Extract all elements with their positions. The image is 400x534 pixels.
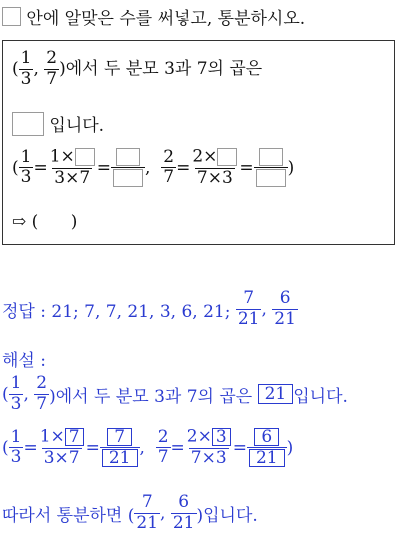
- eq2-denominator-blank[interactable]: [256, 169, 286, 187]
- solution-line-1: ( $\frac{1}{3}$ , $\frac{2}{7}$ )에서 두 분모 3과 7의 곱은 21 입니다.: [2, 373, 348, 414]
- eq2-lhs-fraction: $\frac{2}{7}$: [163, 146, 175, 188]
- fraction-1-3: $\frac{1}{3}$: [20, 48, 32, 89]
- eq2-numerator-blank[interactable]: [259, 148, 283, 166]
- final-fraction-2: $\frac{6}{21}$: [172, 492, 195, 533]
- problem-equation-line: ( $\frac{1}{3}$ = $\frac{1\times}{3\times 7}$ = , $\frac{2}{7}$ = $\frac{2\times}{7\times 3}$ = ): [12, 146, 295, 188]
- answer-line: 정답 : 21; 7, 7, 21, 3, 6, 21; $\frac{7}{21}$ , $\frac{6}{21}$: [2, 288, 296, 329]
- solution-label: 해설 :: [2, 351, 46, 371]
- solution-equation-line: ( $\frac{1}{3}$ = $\frac{1\times 7}{3\times 7}$ = $\frac{7}{21}$ , $\frac{2}{7}$ = $\frac{2\times 3}{7\times 3}$ = $\frac{6}{21}$ ): [2, 426, 294, 469]
- answer-fraction-2: $\frac{6}{21}$: [274, 288, 296, 329]
- solution-eq2-mid: $\frac{2\times 3}{7\times 3}$: [185, 428, 233, 467]
- eq1-lhs-fraction: $\frac{1}{3}$: [20, 146, 32, 188]
- product-blank[interactable]: [12, 112, 44, 136]
- instruction-line: [2, 4, 305, 29]
- problem-line-2: 입니다.: [12, 111, 104, 136]
- solution-fraction-2-7: $\frac{2}{7}$: [36, 373, 48, 414]
- solution-eq1-result: $\frac{7}{21}$: [100, 428, 140, 468]
- eq1-multiplier-blank[interactable]: [75, 148, 95, 166]
- instruction-text: 안에 알맞은 수를 써넣고, 통분하시오.: [26, 9, 306, 29]
- final-fraction-1: $\frac{7}{21}$: [136, 492, 159, 533]
- solution-fraction-1-3: $\frac{1}{3}$: [10, 373, 22, 414]
- eq2-multiplier-blank[interactable]: [217, 148, 237, 166]
- solution-eq2-lhs: $\frac{2}{7}$: [157, 426, 169, 468]
- solution-eq1-mid: $\frac{1\times 7}{3\times 7}$: [38, 428, 86, 467]
- answer-box-icon: [2, 7, 21, 26]
- eq2-result-fraction: [254, 148, 288, 188]
- eq1-result-fraction: [111, 148, 145, 188]
- answer-fraction-1: $\frac{7}{21}$: [237, 288, 260, 329]
- eq1-denominator-blank[interactable]: [113, 169, 143, 187]
- solution-eq1-lhs: $\frac{1}{3}$: [10, 426, 22, 468]
- problem-line-1: ( $\frac{1}{3}$ , $\frac{2}{7}$ )에서 두 분모 3과 7의 곱은: [12, 48, 263, 89]
- solution-final-line: 따라서 통분하면 ( $\frac{7}{21}$ , $\frac{6}{21}$ )입니다.: [2, 492, 258, 533]
- solution-eq2-result: $\frac{6}{21}$: [247, 428, 287, 468]
- eq1-numerator-blank[interactable]: [116, 148, 140, 166]
- eq2-mid-fraction: $\frac{2\times}{7\times 3}$: [190, 148, 239, 187]
- arrow-line: ⇨ ( ): [12, 212, 78, 232]
- solution-product-box: 21: [258, 384, 294, 404]
- fraction-2-7: $\frac{2}{7}$: [46, 48, 58, 89]
- eq1-mid-fraction: $\frac{1\times}{3\times 7}$: [48, 148, 97, 187]
